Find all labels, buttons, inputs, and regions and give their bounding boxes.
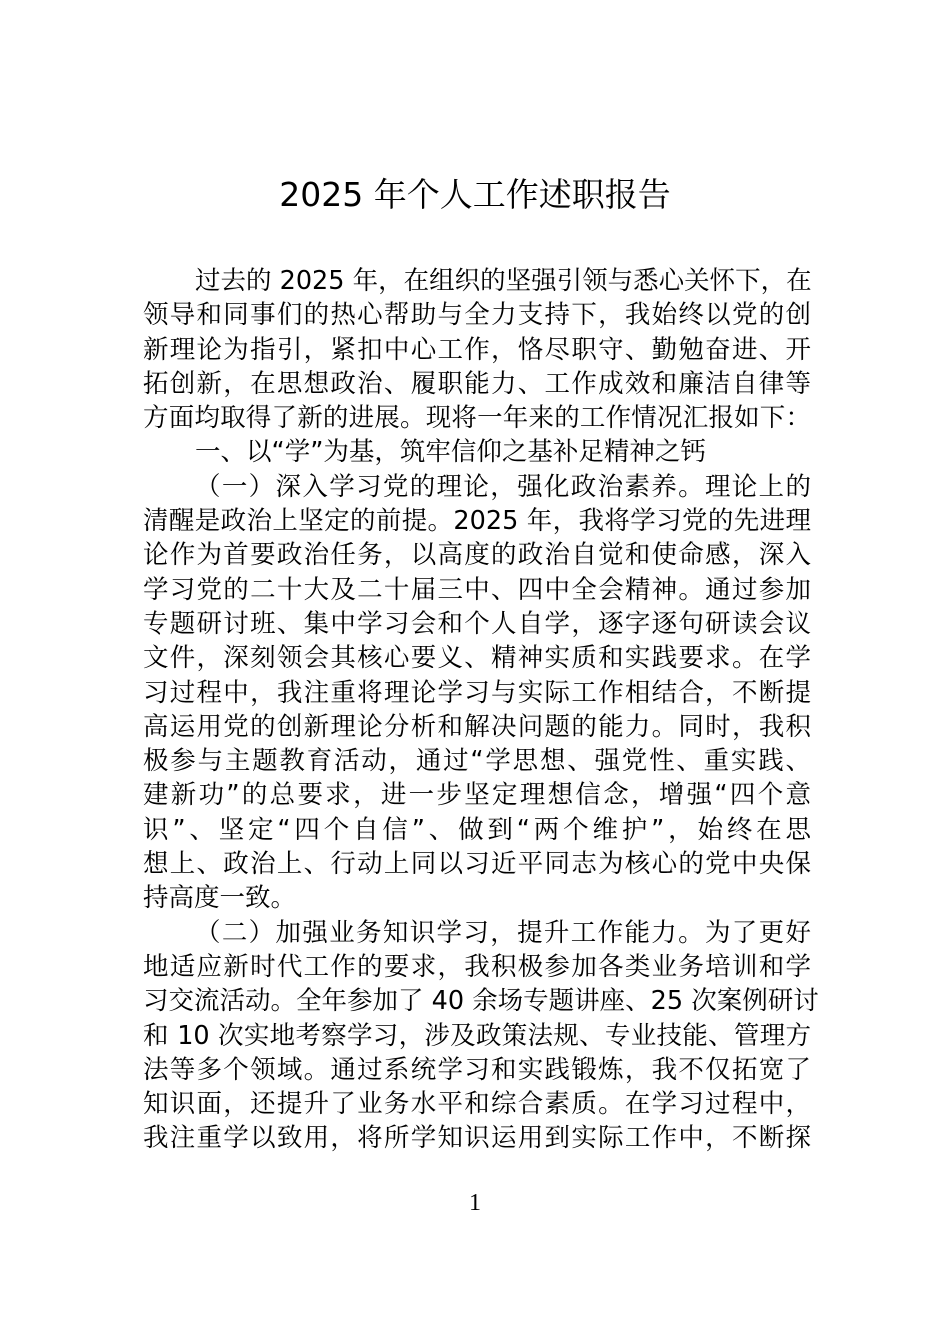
text-line: 地适应新时代工作的要求，我积极参加各类业务培训和学 <box>143 951 811 982</box>
text-line: 新理论为指引，紧扣中心工作，恪尽职守、勤勉奋进、开 <box>143 334 811 365</box>
text-line: 学习党的二十大及二十届三中、四中全会精神。通过参加 <box>143 574 811 605</box>
text-line: 习过程中，我注重将理论学习与实际工作相结合，不断提 <box>143 677 811 708</box>
text-line: 文件，深刻领会其核心要义、精神实质和实践要求。在学 <box>143 643 811 674</box>
text-line: 论作为首要政治任务，以高度的政治自觉和使命感，深入 <box>143 540 811 571</box>
heading-line: 一、以“学”为基，筑牢信仰之基补足精神之钙 <box>195 437 706 468</box>
text-line: 清醒是政治上坚定的前提。2025 年，我将学习党的先进理 <box>143 506 811 537</box>
page-number: 1 <box>469 1190 481 1216</box>
text-line: 和 10 次实地考察学习，涉及政策法规、专业技能、管理方 <box>143 1020 811 1051</box>
text-line: 知识面，还提升了业务水平和综合素质。在学习过程中， <box>143 1089 811 1120</box>
text-line: 想上、政治上、行动上同以习近平同志为核心的党中央保 <box>143 849 811 880</box>
text-line: 高运用党的创新理论分析和解决问题的能力。同时，我积 <box>143 711 811 742</box>
paragraph-intro <box>143 264 811 435</box>
text-line: 法等多个领域。通过系统学习和实践锻炼，我不仅拓宽了 <box>143 1054 811 1085</box>
text-line: 方面均取得了新的进展。现将一年来的工作情况汇报如下： <box>143 403 811 434</box>
text-line: 习交流活动。全年参加了 40 余场专题讲座、25 次案例研讨 <box>143 986 819 1017</box>
text-line: 建新功”的总要求，进一步坚定理想信念，增强“四个意 <box>143 780 811 811</box>
paragraph-subsection-1 <box>143 470 811 916</box>
text-line: 领导和同事们的热心帮助与全力支持下，我始终以党的创 <box>143 300 811 331</box>
document-title: 2025 年个人工作述职报告 <box>279 175 671 214</box>
section-heading <box>143 435 811 469</box>
document-body <box>143 264 819 1156</box>
text-line: 我注重学以致用，将所学知识运用到实际工作中，不断探 <box>143 1123 811 1154</box>
text-line: 专题研讨班、集中学习会和个人自学，逐字逐句研读会议 <box>143 608 811 639</box>
text-line: 拓创新，在思想政治、履职能力、工作成效和廉洁自律等 <box>143 368 811 399</box>
text-line: 持高度一致。 <box>143 883 297 914</box>
paragraph-subsection-2 <box>143 916 819 1156</box>
text-line: 过去的 2025 年，在组织的坚强引领与悉心关怀下，在 <box>195 266 812 296</box>
text-line: （一）深入学习党的理论，强化政治素养。理论上的 <box>195 471 811 502</box>
text-line: 识”、坚定“四个自信”、做到“两个维护”，始终在思 <box>143 814 811 845</box>
text-line: （二）加强业务知识学习，提升工作能力。为了更好 <box>195 917 811 948</box>
text-line: 极参与主题教育活动，通过“学思想、强党性、重实践、 <box>143 746 811 777</box>
